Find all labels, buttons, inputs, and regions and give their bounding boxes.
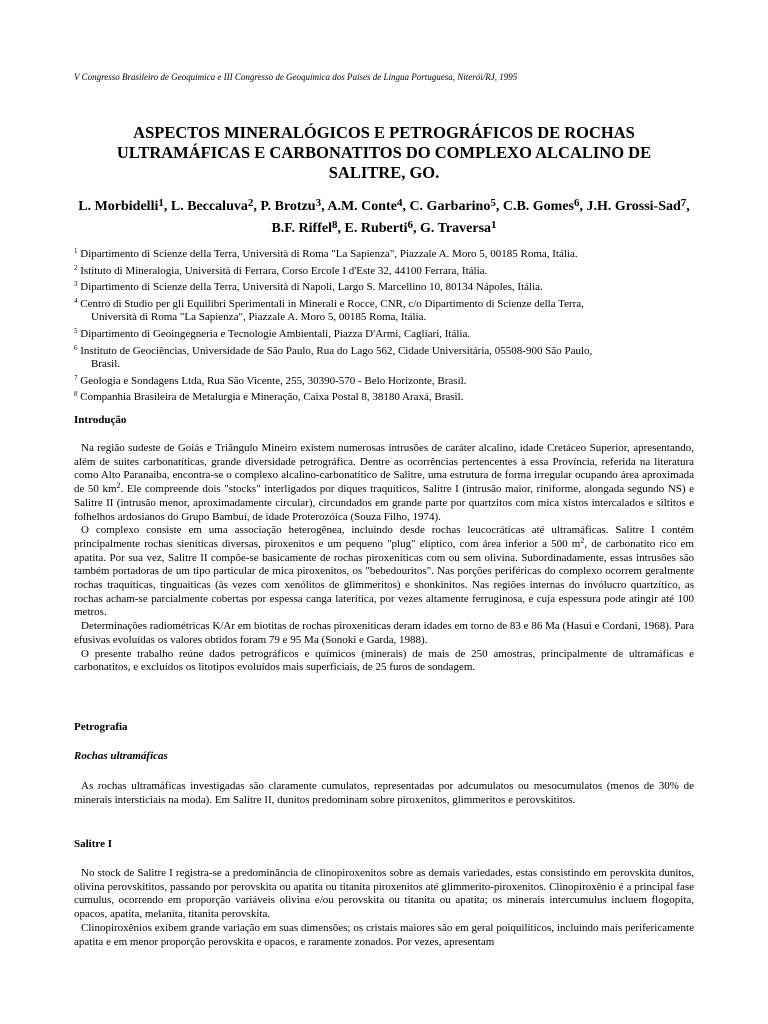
paragraph: No stock de Salitre I registra-se a predominância de clinopiroxenitos sobre as demais variedades, estas consistindo em perovskita dunitos, olivina perovskititos, passando por perovskita ou apatita ou titanita piroxenitos até glimmerito-piroxenitos. Clinopiroxênio é a principal fase cumulus, ocorrendo em proporção variáveis olivina e/ou perovskita ou titanita ou apatita; os minerais intercumulus incluem flogopita, opacos, apatita, melanita, titanita perovskita.	[74, 867, 694, 921]
conference-header: V Congresso Brasileiro de Geoquímica e III Congresso de Geoquímica dos Países de Língua Portuguesa, Niterói/RJ, 1995	[74, 72, 518, 82]
paragraph: Clinopiroxênios exibem grande variação em suas dimensões; os cristais maiores são em geral poiquilíticos, incluindo mais perifericamente apatita e em menor proporção perovskita e opacos, e raramente zonados. Por vezes, apresentam	[74, 921, 694, 948]
author-list: L. Morbidelli$^1$, L. Beccaluva$^2$, P. Brotzu$^3$, A.M. Conte$^4$, C. Garbarino$^5$, C.B. Gomes$^6$, J.H. Grossi-Sad$^7$, B.F. Riffel$^8$, E. Ruberti$^6$, G. Traversa$^1$	[78, 197, 690, 236]
author: C. Garbarino$^5$	[409, 197, 496, 214]
paragraph: Na região sudeste de Goiás e Triângulo Mineiro existem numerosas intrusões de caráter alcalino, idade Cretáceo Superior, apresentando, além de suites carbonatíticas, grande diversidade petrográfica. Dentre as ocorrências pertencentes à essa Província, referida na literatura como Alto Paranaiba, encontra-se o complexo alcalino-carbonatítico de Salitre, uma estrutura de forma irregular ocupando área aproximada de 50 $km^2$. Ele compreende dois "stocks" interligados por diques traquíticos, Salitre I (intrusão maior, riniforme, alongada segundo NS) e Salitre II (intrusão menor, aproximadamente circular), circundados em grande parte por quartzitos com mica xistos intercalados e siltitos e folhelhos ardosianos do Grupo Bambuí, de idade Proterozóica (Souza Filho, 1974).	[74, 442, 694, 523]
author: L. Beccaluva$^2$	[170, 197, 254, 214]
salitre1-body	[74, 867, 694, 949]
affiliation: $^6$ Instituto de Geociências, Universidade de São Paulo, Rua do Lago 562, Cidade Universitária, 05508-900 São Paulo, Brasil.	[74, 343, 593, 371]
affiliation: $^5$ Dipartimento di Geoingegneria e Tecnologie Ambientali, Piazza D'Armi, Cagliari, Itália.	[74, 326, 471, 340]
paragraph: Determinações radiométricas K/Ar em biotitas de rochas piroxeníticas deram idades em torno de 83 e 86 Ma (Hasui e Cordani, 1968). Para efusivas evoluídas os valores obtidos foram 79 e 95 Ma (Sonoki e Garda, 1988).	[74, 620, 694, 646]
affiliation: $^1$ Dipartimento di Scienze della Terra, Università di Roma "La Sapienza", Piazzale A. Moro 5, 00185 Roma, Itália.	[74, 247, 578, 260]
author: A.M. Conte$^4$	[327, 197, 403, 214]
author: P. Brotzu$^3$	[260, 197, 322, 214]
section-heading-salitre-i: Salitre I	[74, 838, 112, 850]
paragraph: O presente trabalho reúne dados petrográficos e químicos (minerais) de mais de 250 amostras, principalmente de ultramáficas e carbonatitos, e excluídos os litotipos evoluídos mais superficiais, de 25 furos de sondagem.	[74, 647, 694, 674]
author: J.H. Grossi-Sad$^7$	[586, 197, 687, 214]
author: G. Traversa$^1$	[420, 219, 497, 236]
affiliation-list	[74, 245, 694, 405]
subsection-heading-rochas-ultramaficas: Rochas ultramáficas	[74, 750, 168, 762]
petro-body	[74, 780, 694, 807]
affiliation: $^3$ Dipartimento di Scienze della Terra, Università di Napoli, Largo S. Marcellino 10, 80134 Nápoles, Itália.	[74, 280, 543, 294]
section-heading-petrografia: Petrografia	[74, 721, 128, 733]
title-line: ASPECTOS MINERALÓGICOS E PETROGRÁFICOS DE ROCHAS	[133, 123, 635, 142]
paragraph: O complexo consiste em uma associação heterogênea, incluindo desde rochas leucocráticas até ultramáficas. Salitre I contém principalmente rochas sieníticas diversas, piroxenitos e um pequeno "plug" elíptico, com área inferior a 500 $m^2$, de carbonatito rico em apatita. Por sua vez, Salitre II compõe-se basicamente de rochas piroxeníticas com ou sem olivina. Subordinadamente, essas intrusões são também portadoras de um tipo particular de mica piroxenitos, os "bebedouritos". Nas porções periféricas do complexo ocorrem geralmente rochas traquíticas, tinguaíticas (às vezes com xenólitos de glimmeritos) e shonkinitos. Nas regiões internas do invólucro quartzítico, as rochas acham-se parcialmente cobertas por espessa canga laterítica, por vezes altamente ferruginosa, e cuja espessura pode atingir até 100 metros.	[74, 524, 694, 619]
author: L. Morbidelli$^1$	[78, 197, 164, 214]
section-heading-introducao: Introdução	[74, 414, 127, 426]
affiliation: $^7$ Geologia e Sondagens Ltda, Rua São Vicente, 255, 30390-570 - Belo Horizonte, Brasil.	[74, 373, 467, 387]
paper-title	[74, 123, 694, 183]
affiliation: $^4$ Centro di Studio per gli Equilibri Sperimentali in Minerali e Rocce, CNR, c/o Dipartimento di Scienze della Terra, Università di Roma "La Sapienza", Piazzale A. Moro 5, 00185 Roma, Itália.	[74, 296, 584, 324]
affiliation: $^8$ Companhia Brasileira de Metalurgia e Mineração, Caixa Postal 8, 38180 Araxá, Brasil.	[74, 390, 464, 404]
title-line: ULTRAMÁFICAS E CARBONATITOS DO COMPLEXO ALCALINO DE	[116, 143, 652, 162]
intro-body	[74, 442, 694, 675]
author: C.B. Gomes$^6$	[502, 197, 580, 214]
paragraph: As rochas ultramáficas investigadas são claramente cumulatos, representadas por adcumulatos ou mesocumulatos (menos de 30% de minerais intersticiais na moda). Em Salitre II, dunitos predominam sobre piroxenitos, glimmeritos e perovskititos.	[74, 780, 694, 806]
author: E. Ruberti$^6$	[344, 219, 413, 236]
title-line: SALITRE, GO.	[328, 163, 440, 182]
affiliation: $^2$ Istituto di Mineralogia, Università di Ferrara, Corso Ercole I d'Este 32, 44100 Ferrara, Itália.	[74, 263, 488, 277]
author: B.F. Riffel$^8$	[271, 219, 338, 236]
